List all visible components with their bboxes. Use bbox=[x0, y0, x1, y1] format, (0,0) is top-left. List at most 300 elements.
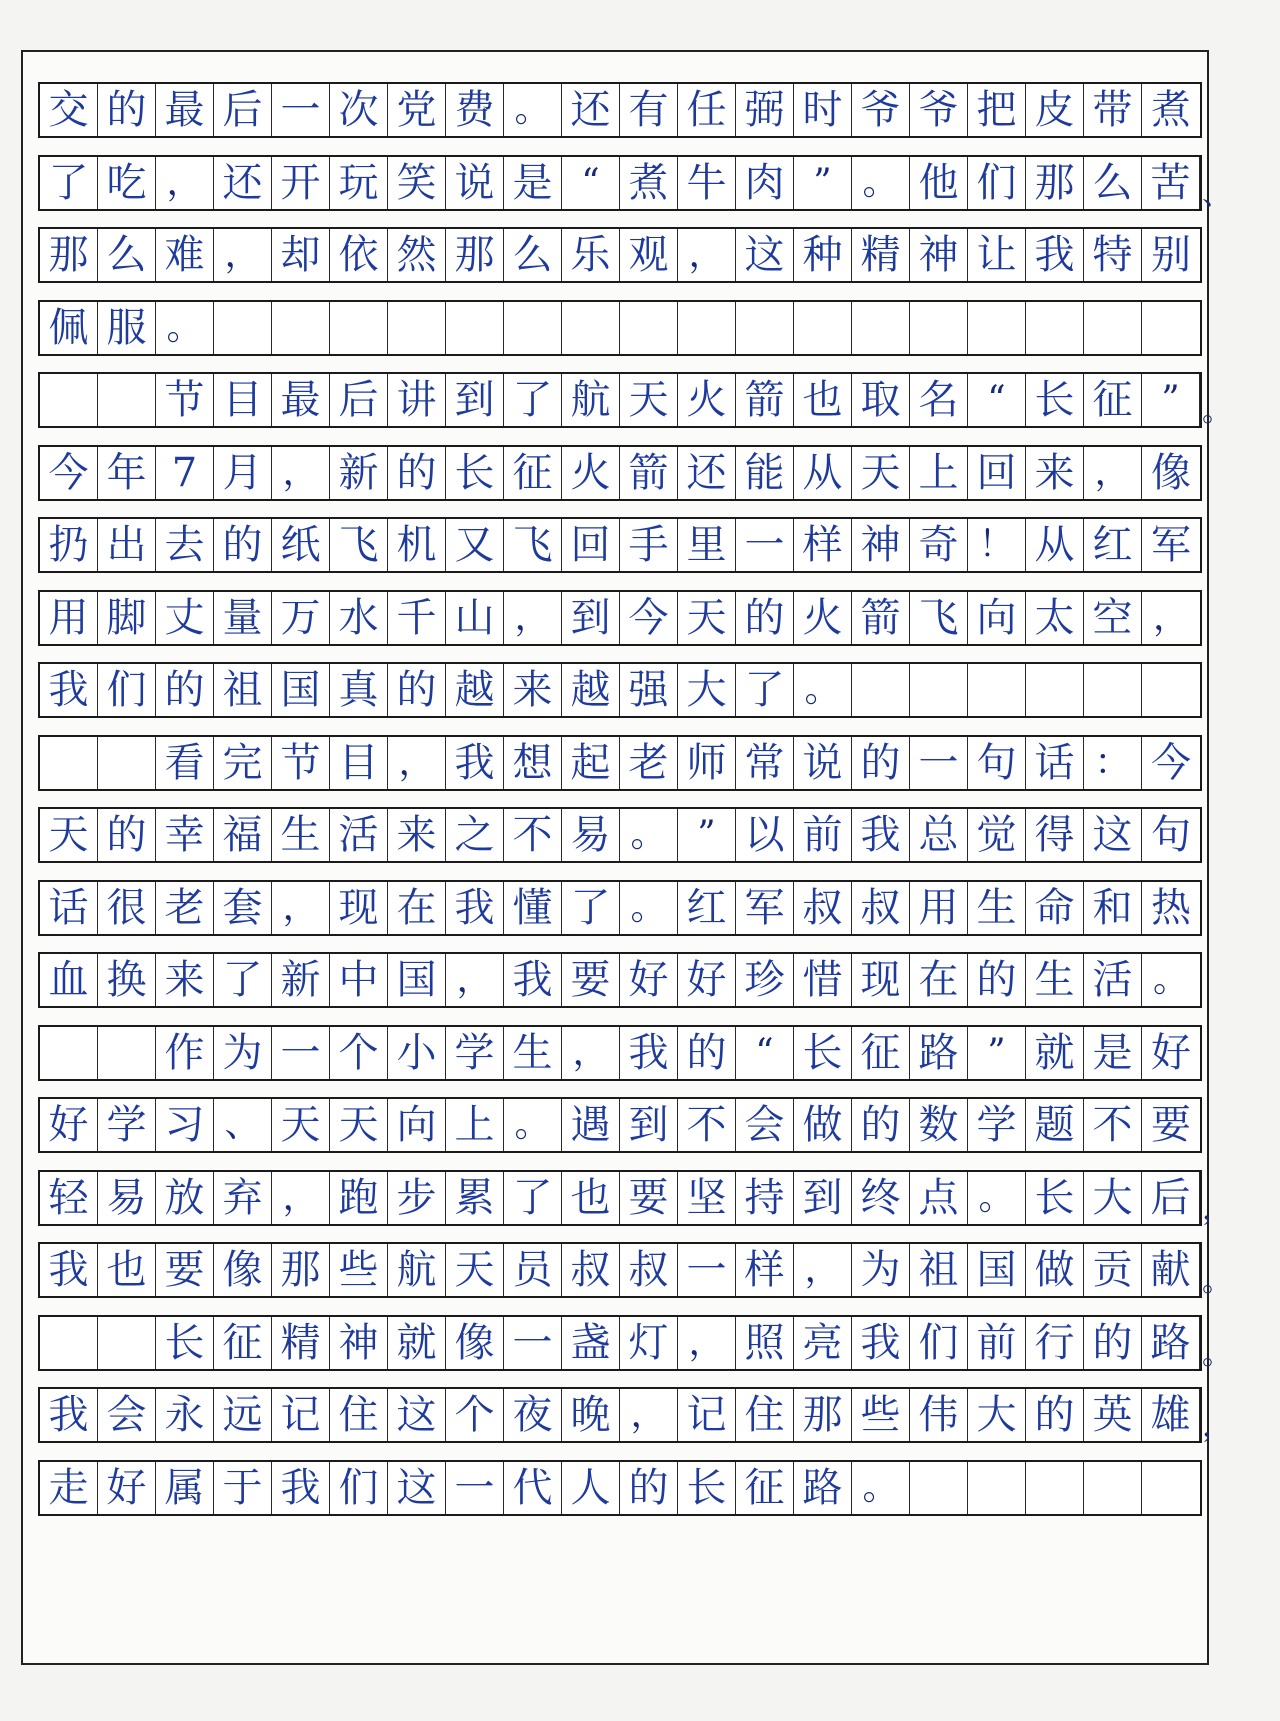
grid-cell-char: 精 bbox=[272, 1317, 330, 1369]
grid-cell-char: 作 bbox=[156, 1027, 214, 1079]
grid-cell-empty bbox=[40, 1027, 98, 1079]
grid-cell-char: 是 bbox=[1084, 1027, 1142, 1079]
grid-cell-char: ” bbox=[1142, 374, 1200, 426]
grid-cell-char: 那 bbox=[40, 229, 98, 281]
grid-cell-char: 很 bbox=[98, 882, 156, 934]
grid-cell-char: 强 bbox=[620, 664, 678, 716]
grid-cell-char: 中 bbox=[330, 954, 388, 1006]
grid-cell-empty bbox=[1026, 302, 1084, 354]
grid-cell-char: 水 bbox=[330, 592, 388, 644]
grid-cell-char: “ bbox=[736, 1027, 794, 1079]
grid-cell-char: 飞 bbox=[504, 519, 562, 571]
grid-cell-char: 的 bbox=[98, 84, 156, 136]
grid-cell-char: 我 bbox=[40, 664, 98, 716]
grid-cell-char: 为 bbox=[214, 1027, 272, 1079]
grid-cell-char: 我 bbox=[1026, 229, 1084, 281]
grid-cell-char: 长 bbox=[1026, 374, 1084, 426]
grid-cell-char: 。 bbox=[620, 809, 678, 861]
grid-cell-char: 么 bbox=[1084, 157, 1142, 209]
grid-cell-char: 的 bbox=[678, 1027, 736, 1079]
margin-punctuation: ， bbox=[1202, 1409, 1232, 1444]
grid-cell-char: 们 bbox=[910, 1317, 968, 1369]
grid-cell-char: 里 bbox=[678, 519, 736, 571]
margin-punctuation: 、 bbox=[1202, 177, 1232, 212]
grid-cell-char: 把 bbox=[968, 84, 1026, 136]
grid-cell-char: 活 bbox=[1084, 954, 1142, 1006]
grid-cell-char: 到 bbox=[620, 1099, 678, 1151]
grid-cell-char: 上 bbox=[446, 1099, 504, 1151]
grid-cell-char: 们 bbox=[330, 1462, 388, 1514]
grid-cell-char: 老 bbox=[156, 882, 214, 934]
grid-cell-empty bbox=[852, 302, 910, 354]
margin-punctuation: 。 bbox=[1202, 1264, 1232, 1299]
grid-cell-char: 的 bbox=[736, 592, 794, 644]
grid-cell-char: 、 bbox=[214, 1099, 272, 1151]
grid-cell-char: 的 bbox=[1084, 1317, 1142, 1369]
grid-cell-char: 样 bbox=[794, 519, 852, 571]
grid-cell-char: 那 bbox=[272, 1244, 330, 1296]
grid-cell-char: 易 bbox=[562, 809, 620, 861]
grid-cell-empty bbox=[330, 302, 388, 354]
grid-cell-char: 今 bbox=[1151, 740, 1191, 786]
margin-punctuation: 。 bbox=[1202, 1337, 1232, 1372]
grid-cell-char: 学 bbox=[968, 1099, 1026, 1151]
grid-cell-char: ， bbox=[504, 592, 562, 644]
grid-cell-char: 月 bbox=[214, 447, 272, 499]
grid-cell-char: 能 bbox=[736, 447, 794, 499]
grid-cell-char: 吃 bbox=[98, 157, 156, 209]
grid-cell-char: 亮 bbox=[794, 1317, 852, 1369]
grid-cell-char: ， bbox=[446, 954, 504, 1006]
grid-cell-char: 懂 bbox=[504, 882, 562, 934]
grid-cell-char: 大 bbox=[678, 664, 736, 716]
grid-cell-char: 箭 bbox=[852, 592, 910, 644]
grid-cell-char: 坚 bbox=[678, 1172, 736, 1224]
grid-cell-char: 话 bbox=[40, 882, 98, 934]
grid-cell-char: 像 bbox=[446, 1317, 504, 1369]
grid-cell-char: 好 bbox=[98, 1462, 156, 1514]
grid-cell-char: 这 bbox=[388, 1389, 446, 1441]
grid-cell-char: 任 bbox=[678, 84, 736, 136]
grid-cell-char: 后 bbox=[330, 374, 388, 426]
grid-cell-char: 一 bbox=[736, 519, 794, 571]
grid-cell-char: 。 bbox=[852, 157, 910, 209]
grid-cell-char: 师 bbox=[678, 737, 736, 789]
grid-cell-char: 火 bbox=[794, 592, 852, 644]
grid-cell-char: 带 bbox=[1084, 84, 1142, 136]
grid-cell-char: 到 bbox=[562, 592, 620, 644]
grid-cell-char: 了 bbox=[562, 882, 620, 934]
grid-cell-char: 记 bbox=[272, 1389, 330, 1441]
grid-cell-char: 大 bbox=[968, 1389, 1026, 1441]
grid-cell-char: ， bbox=[620, 1389, 678, 1441]
grid-cell-empty bbox=[1084, 664, 1142, 716]
grid-cell-char: 让 bbox=[968, 229, 1026, 281]
grid-cell-char: 我 bbox=[446, 882, 504, 934]
grid-row bbox=[38, 300, 1202, 356]
grid-cell-char: 雄 bbox=[1142, 1389, 1200, 1441]
grid-cell-char: 精 bbox=[852, 229, 910, 281]
grid-cell-char: 。 bbox=[504, 84, 562, 136]
grid-cell-char: 弼 bbox=[736, 84, 794, 136]
grid-cell-char: 记 bbox=[678, 1389, 736, 1441]
grid-cell-char: 国 bbox=[388, 954, 446, 1006]
grid-cell-char: 向 bbox=[968, 592, 1026, 644]
grid-cell-empty bbox=[40, 374, 98, 426]
grid-cell-char: 我 bbox=[40, 1244, 98, 1296]
grid-cell-char: 学 bbox=[446, 1027, 504, 1079]
grid-cell-char: 住 bbox=[330, 1389, 388, 1441]
grid-cell-char: 起 bbox=[562, 737, 620, 789]
grid-cell-char: 像 bbox=[1151, 450, 1191, 496]
grid-cell-char: 军 bbox=[1151, 522, 1191, 568]
grid-cell-char: 我 bbox=[446, 737, 504, 789]
grid-cell-char: 那 bbox=[794, 1389, 852, 1441]
grid-cell-char: 征 bbox=[736, 1462, 794, 1514]
grid-cell-char: ， bbox=[272, 447, 330, 499]
grid-cell-empty bbox=[1026, 664, 1084, 716]
grid-cell-char: 征 bbox=[214, 1317, 272, 1369]
grid-row bbox=[38, 1242, 1232, 1299]
grid-cell-char: 。 bbox=[156, 302, 214, 354]
grid-cell-char: 煮 bbox=[1151, 87, 1191, 133]
grid-cell-char: 就 bbox=[388, 1317, 446, 1369]
grid-cell-empty bbox=[40, 737, 98, 789]
grid-cell-empty bbox=[1142, 302, 1200, 354]
grid-cell-char: 生 bbox=[968, 882, 1026, 934]
grid-cell-empty bbox=[910, 1462, 968, 1514]
grid-cell-char: 去 bbox=[156, 519, 214, 571]
grid-cell-char: 个 bbox=[446, 1389, 504, 1441]
grid-cell-char: 些 bbox=[852, 1389, 910, 1441]
grid-cell-char: 红 bbox=[678, 882, 736, 934]
grid-cell-char: ， bbox=[562, 1027, 620, 1079]
grid-cell-char: 么 bbox=[98, 229, 156, 281]
grid-row bbox=[38, 445, 1202, 501]
grid-cell-char: 做 bbox=[1026, 1244, 1084, 1296]
grid-cell-empty bbox=[910, 302, 968, 354]
grid-cell-char: 来 bbox=[388, 809, 446, 861]
grid-cell-char: 最 bbox=[272, 374, 330, 426]
grid-cell-char: 取 bbox=[852, 374, 910, 426]
composition-paper bbox=[21, 50, 1232, 1665]
grid-cell-char: 不 bbox=[1084, 1099, 1142, 1151]
grid-cell-char: 伟 bbox=[910, 1389, 968, 1441]
grid-row bbox=[38, 82, 1202, 138]
grid-cell-char: 军 bbox=[736, 882, 794, 934]
grid-row bbox=[38, 1387, 1232, 1444]
grid-cell-char: 幸 bbox=[156, 809, 214, 861]
grid-cell-char: 有 bbox=[620, 84, 678, 136]
grid-row bbox=[38, 517, 1202, 573]
grid-row bbox=[38, 735, 1202, 791]
grid-cell-char: 我 bbox=[504, 954, 562, 1006]
grid-cell-char: 7 bbox=[156, 447, 214, 499]
grid-cell-char: 。 bbox=[794, 664, 852, 716]
margin-punctuation: 。 bbox=[1202, 394, 1232, 429]
grid-cell-char: 太 bbox=[1026, 592, 1084, 644]
grid-cell-char: 用 bbox=[910, 882, 968, 934]
grid-cell-char: 还 bbox=[678, 447, 736, 499]
grid-cell-char: 持 bbox=[736, 1172, 794, 1224]
grid-cell-char: 学 bbox=[98, 1099, 156, 1151]
grid-cell-char: 小 bbox=[388, 1027, 446, 1079]
grid-cell-char: 一 bbox=[504, 1317, 562, 1369]
grid-cell-char: ” bbox=[794, 157, 852, 209]
grid-cell-char: 步 bbox=[388, 1172, 446, 1224]
grid-cell-char: 惜 bbox=[794, 954, 852, 1006]
grid-cell-char: 的 bbox=[1026, 1389, 1084, 1441]
grid-cell-char: 献 bbox=[1142, 1244, 1200, 1296]
grid-cell-char: 和 bbox=[1084, 882, 1142, 934]
grid-cell-char: 手 bbox=[620, 519, 678, 571]
grid-cell-char: 天 bbox=[620, 374, 678, 426]
grid-row bbox=[38, 1315, 1232, 1372]
grid-row bbox=[38, 807, 1202, 863]
grid-cell-char: 红 bbox=[1084, 519, 1142, 571]
grid-cell-char: 好 bbox=[40, 1099, 98, 1151]
grid-cell-char: 叔 bbox=[562, 1244, 620, 1296]
grid-cell-char: 常 bbox=[736, 737, 794, 789]
grid-cell-char: 终 bbox=[852, 1172, 910, 1224]
grid-cell-char: ！ bbox=[968, 519, 1026, 571]
grid-cell-char: 好 bbox=[620, 954, 678, 1006]
grid-cell-empty bbox=[968, 664, 1026, 716]
grid-cell-char: 一 bbox=[272, 84, 330, 136]
grid-cell-char: 一 bbox=[446, 1462, 504, 1514]
grid-cell-char: 神 bbox=[852, 519, 910, 571]
grid-cell-char: 的 bbox=[388, 447, 446, 499]
grid-cell-char: 我 bbox=[852, 809, 910, 861]
grid-cell-char: 肉 bbox=[736, 157, 794, 209]
grid-cell-char: 山 bbox=[446, 592, 504, 644]
grid-cell-char: 人 bbox=[562, 1462, 620, 1514]
grid-cell-char: ， bbox=[156, 157, 214, 209]
grid-cell-char: 样 bbox=[736, 1244, 794, 1296]
grid-cell-char: 祖 bbox=[214, 664, 272, 716]
grid-cell-char: 。 bbox=[852, 1462, 910, 1514]
grid-cell-char: 越 bbox=[446, 664, 504, 716]
grid-cell-empty bbox=[1026, 1462, 1084, 1514]
grid-cell-char: 越 bbox=[562, 664, 620, 716]
grid-row bbox=[38, 590, 1202, 646]
grid-cell-char: 天 bbox=[852, 447, 910, 499]
grid-cell-char: 的 bbox=[388, 664, 446, 716]
grid-cell-empty bbox=[504, 302, 562, 354]
margin-punctuation: ， bbox=[1202, 1192, 1232, 1227]
grid-cell-char: 神 bbox=[910, 229, 968, 281]
grid-cell-char: 依 bbox=[330, 229, 388, 281]
grid-cell-empty bbox=[272, 302, 330, 354]
grid-cell-char: 生 bbox=[272, 809, 330, 861]
grid-cell-char: 像 bbox=[214, 1244, 272, 1296]
grid-cell-char: 路 bbox=[910, 1027, 968, 1079]
grid-cell-char: 得 bbox=[1026, 809, 1084, 861]
grid-cell-char: 活 bbox=[330, 809, 388, 861]
grid-cell-char: 总 bbox=[910, 809, 968, 861]
grid-row bbox=[38, 662, 1202, 718]
grid-cell-char: 数 bbox=[910, 1099, 968, 1151]
grid-cell-char: 不 bbox=[504, 809, 562, 861]
grid-cell-char: 回 bbox=[562, 519, 620, 571]
grid-cell-char: 征 bbox=[504, 447, 562, 499]
grid-cell-char: 那 bbox=[446, 229, 504, 281]
grid-cell-char: 讲 bbox=[388, 374, 446, 426]
grid-cell-char: 就 bbox=[1026, 1027, 1084, 1079]
grid-cell-char: “ bbox=[968, 374, 1026, 426]
grid-cell-char: 笑 bbox=[388, 157, 446, 209]
grid-cell-char: 箭 bbox=[620, 447, 678, 499]
grid-cell-char: 跑 bbox=[330, 1172, 388, 1224]
grid-cell-char: 扔 bbox=[40, 519, 98, 571]
grid-cell-char: 照 bbox=[736, 1317, 794, 1369]
grid-cell-char: 目 bbox=[214, 374, 272, 426]
grid-cell-char: 于 bbox=[214, 1462, 272, 1514]
grid-cell-char: 我 bbox=[852, 1317, 910, 1369]
grid-row bbox=[38, 1460, 1202, 1516]
grid-cell-char: 时 bbox=[794, 84, 852, 136]
grid-cell-char: 一 bbox=[272, 1027, 330, 1079]
grid-cell-empty bbox=[98, 374, 156, 426]
grid-cell-char: 航 bbox=[562, 374, 620, 426]
grid-cell-char: 量 bbox=[214, 592, 272, 644]
grid-cell-char: 新 bbox=[330, 447, 388, 499]
grid-cell-char: 住 bbox=[736, 1389, 794, 1441]
grid-cell-char: 生 bbox=[1026, 954, 1084, 1006]
grid-cell-empty bbox=[446, 302, 504, 354]
grid-cell-char: 的 bbox=[620, 1462, 678, 1514]
grid-cell-char: 老 bbox=[620, 737, 678, 789]
grid-cell-char: 前 bbox=[794, 809, 852, 861]
grid-cell-char: 万 bbox=[272, 592, 330, 644]
grid-row bbox=[38, 952, 1202, 1008]
grid-cell-char: 天 bbox=[40, 809, 98, 861]
grid-cell-char: 这 bbox=[736, 229, 794, 281]
grid-cell-char: 征 bbox=[1084, 374, 1142, 426]
grid-cell-char: 却 bbox=[272, 229, 330, 281]
grid-cell-char: 今 bbox=[620, 592, 678, 644]
grid-cell-char: 为 bbox=[852, 1244, 910, 1296]
grid-cell-char: 说 bbox=[794, 737, 852, 789]
grid-cell-char: 种 bbox=[794, 229, 852, 281]
grid-cell-char: 们 bbox=[98, 664, 156, 716]
grid-cell-char: 牛 bbox=[678, 157, 736, 209]
grid-cell-char: 个 bbox=[330, 1027, 388, 1079]
grid-cell-char: 特 bbox=[1084, 229, 1142, 281]
grid-cell-char: 目 bbox=[330, 737, 388, 789]
grid-cell-char: 完 bbox=[214, 737, 272, 789]
grid-row bbox=[38, 155, 1232, 212]
grid-cell-char: 名 bbox=[910, 374, 968, 426]
grid-cell-char: 到 bbox=[446, 374, 504, 426]
grid-cell-char: 累 bbox=[446, 1172, 504, 1224]
grid-cell-char: 我 bbox=[620, 1027, 678, 1079]
grid-cell-char: 上 bbox=[910, 447, 968, 499]
grid-cell-char: 要 bbox=[562, 954, 620, 1006]
grid-cell-char: 好 bbox=[678, 954, 736, 1006]
grid-cell-char: 珍 bbox=[736, 954, 794, 1006]
grid-cell-char: 要 bbox=[1151, 1102, 1191, 1148]
grid-cell-char: 今 bbox=[40, 447, 98, 499]
grid-cell-char: 血 bbox=[40, 954, 98, 1006]
grid-cell-char: 天 bbox=[272, 1099, 330, 1151]
grid-cell-char: 也 bbox=[98, 1244, 156, 1296]
grid-cell-empty bbox=[852, 664, 910, 716]
grid-row bbox=[38, 880, 1202, 936]
grid-cell-char: 观 bbox=[620, 229, 678, 281]
grid-cell-char: 节 bbox=[272, 737, 330, 789]
grid-cell-char: 然 bbox=[388, 229, 446, 281]
grid-cell-empty bbox=[736, 302, 794, 354]
grid-cell-char: ” bbox=[678, 809, 736, 861]
grid-cell-char: 了 bbox=[40, 157, 98, 209]
grid-cell-char: 话 bbox=[1026, 737, 1084, 789]
grid-cell-char: 灯 bbox=[620, 1317, 678, 1369]
grid-cell-char: 生 bbox=[504, 1027, 562, 1079]
grid-cell-char: 煮 bbox=[620, 157, 678, 209]
grid-cell-char: ， bbox=[388, 737, 446, 789]
grid-cell-char: ， bbox=[678, 1317, 736, 1369]
grid-cell-char: “ bbox=[562, 157, 620, 209]
grid-cell-char: 了 bbox=[214, 954, 272, 1006]
grid-cell-char: 换 bbox=[98, 954, 156, 1006]
grid-cell-char: 年 bbox=[98, 447, 156, 499]
grid-cell-char: 以 bbox=[736, 809, 794, 861]
grid-cell-char: ， bbox=[272, 1172, 330, 1224]
grid-cell-char: 费 bbox=[446, 84, 504, 136]
grid-cell-char: 出 bbox=[98, 519, 156, 571]
grid-cell-char: ： bbox=[1084, 737, 1142, 789]
grid-cell-char: 从 bbox=[794, 447, 852, 499]
grid-cell-char: 纸 bbox=[272, 519, 330, 571]
grid-cell-char: 好 bbox=[1151, 1030, 1191, 1076]
grid-cell-char: 了 bbox=[504, 1172, 562, 1224]
grid-cell-char: 这 bbox=[1084, 809, 1142, 861]
grid-cell-char: 句 bbox=[968, 737, 1026, 789]
grid-cell-char: 轻 bbox=[40, 1172, 98, 1224]
grid-cell-char: 征 bbox=[852, 1027, 910, 1079]
grid-cell-char: 别 bbox=[1151, 232, 1191, 278]
grid-cell-char: 航 bbox=[388, 1244, 446, 1296]
grid-cell-char: 难 bbox=[156, 229, 214, 281]
grid-cell-char: 英 bbox=[1084, 1389, 1142, 1441]
grid-cell-char: 看 bbox=[156, 737, 214, 789]
grid-cell-char: 脚 bbox=[98, 592, 156, 644]
grid-cell-char: 丈 bbox=[156, 592, 214, 644]
grid-cell-char: 套 bbox=[214, 882, 272, 934]
grid-cell-char: 神 bbox=[330, 1317, 388, 1369]
grid-cell-char: 来 bbox=[1026, 447, 1084, 499]
grid-cell-char: 这 bbox=[388, 1462, 446, 1514]
grid-cell-char: 是 bbox=[504, 157, 562, 209]
grid-cell-char: 也 bbox=[794, 374, 852, 426]
grid-cell-char: 之 bbox=[446, 809, 504, 861]
grid-cell-char: 现 bbox=[852, 954, 910, 1006]
grid-cell-char: 。 bbox=[968, 1172, 1026, 1224]
grid-cell-char: 祖 bbox=[910, 1244, 968, 1296]
grid-cell-char: 空 bbox=[1084, 592, 1142, 644]
grid-row bbox=[38, 1025, 1202, 1081]
grid-cell-empty bbox=[620, 302, 678, 354]
grid-cell-char: 奇 bbox=[910, 519, 968, 571]
grid-cell-char: 佩 bbox=[40, 302, 98, 354]
grid-cell-char: 盏 bbox=[562, 1317, 620, 1369]
grid-cell-char: 点 bbox=[910, 1172, 968, 1224]
grid-cell-char: ， bbox=[1084, 447, 1142, 499]
grid-cell-empty bbox=[794, 302, 852, 354]
grid-cell-char: 前 bbox=[968, 1317, 1026, 1369]
grid-cell-char: 会 bbox=[736, 1099, 794, 1151]
